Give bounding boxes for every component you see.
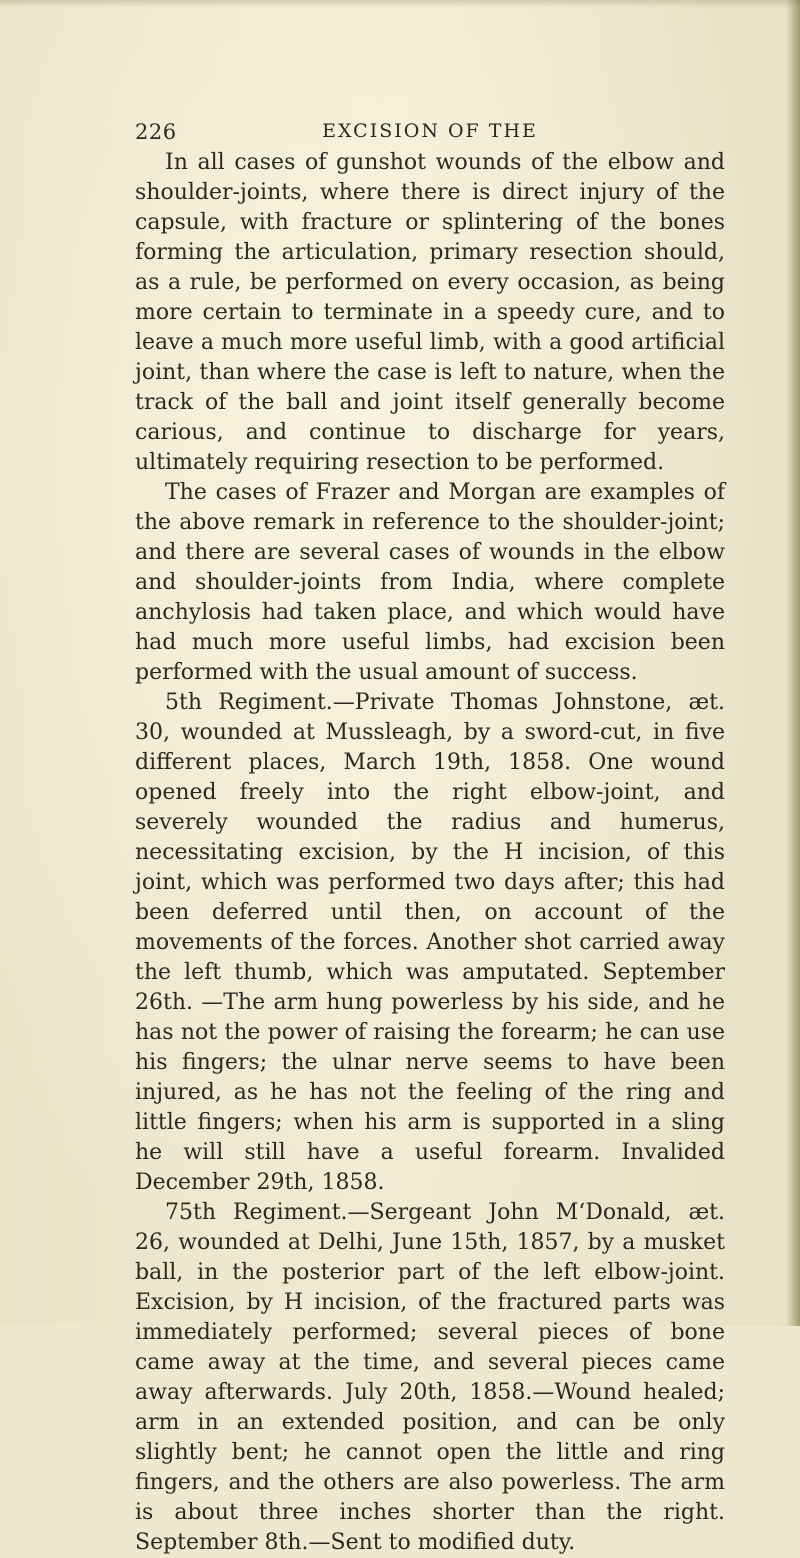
- running-title: EXCISION OF THE: [322, 120, 538, 142]
- paragraph: In all cases of gunshot wounds of the elbow and shoulder-joints, where there is direct injury of the capsule, with fracture or splintering of the bones forming the articulation, primary resection should, as a rule, be performed on every occasion, as being more certain to terminate in a speedy cure, and to leave a much more useful limb, with a good artificial joint, than where the case is left to nature, when the track of the ball and joint itself generally become carious, and continue to discharge for years, ultimately requiring resection to be performed.: [135, 150, 725, 475]
- page-header: [135, 120, 725, 150]
- binding-shadow: [786, 0, 800, 1326]
- page-number: 226: [135, 120, 177, 144]
- page-top-shadow: [0, 0, 800, 8]
- paragraph: The cases of Frazer and Morgan are examples of the above remark in reference to the shoulder-joint; and there are several cases of wounds in the elbow and shoulder-joints from India, where complete anchylosis had taken place, and which would have had much more useful limbs, had excision been performed with the usual amount of success.: [135, 480, 725, 685]
- paragraph: 75th Regiment.—Sergeant John M‘Donald, æt. 26, wounded at Delhi, June 15th, 1857, by a musket ball, in the posterior part of the left elbow-joint. Excision, by H incision, of the fractured parts was immediately performed; several pieces of bone came away at the time, and several pieces came away afterwards. July 20th, 1858.—Wound healed; arm in an extended position, and can be only slightly bent; he cannot open the little and ring fingers, and the others are also powerless. The arm is about three inches shorter than the right. September 8th.—Sent to modified duty.: [135, 1200, 725, 1555]
- paragraph: 5th Regiment.—Private Thomas Johnstone, æt. 30, wounded at Mussleagh, by a sword-cut, in five different places, March 19th, 1858. One wound opened freely into the right elbow-joint, and severely wounded the radius and humerus, necessitating excision, by the H incision, of this joint, which was performed two days after; this had been deferred until then, on account of the movements of the forces. Another shot carried away the left thumb, which was amputated. September 26th. —The arm hung powerless by his side, and he has not the power of raising the forearm; he can use his fingers; the ulnar nerve seems to have been injured, as he has not the feeling of the ring and little fingers; when his arm is supported in a sling he will still have a useful forearm. Invalided December 29th, 1858.: [135, 690, 725, 1195]
- body-text: [135, 148, 725, 1558]
